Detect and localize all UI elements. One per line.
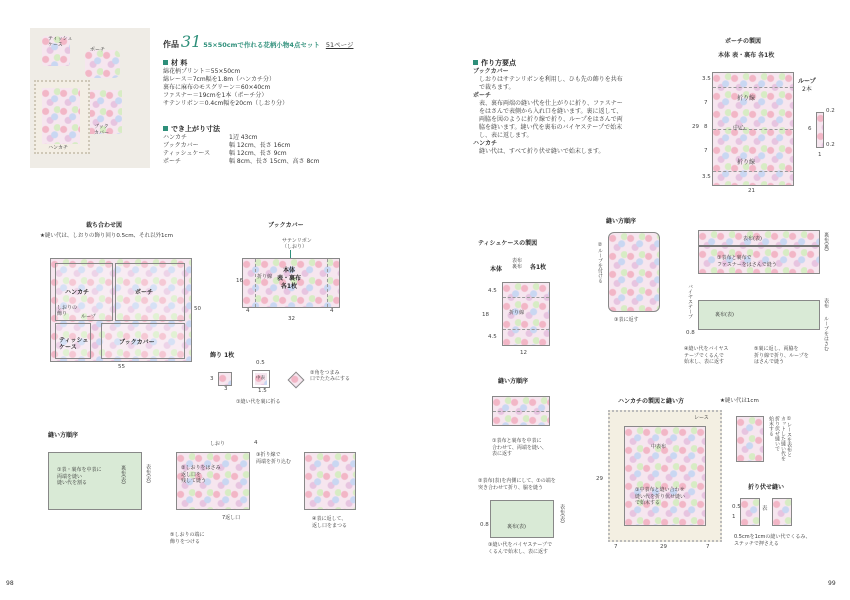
pouch-step3: ③表に返す	[614, 317, 639, 323]
dim: 0.5	[732, 504, 741, 510]
deco-step1: ①縫い代を裏に折る	[236, 399, 281, 405]
pouch-step2: ②ループを付ける	[597, 242, 603, 283]
lace-detail	[736, 416, 764, 462]
pouch-ura: 裏布(表)	[715, 312, 734, 318]
point-text: しおりはサテンリボンを利用し、ひも先の飾りを共布	[479, 76, 623, 83]
tissue-omote-omote: 表布(表)	[559, 504, 565, 523]
pouch-step4: ④縫い代をバイヤス テープでくるんで 始末し、表に返す	[684, 346, 729, 365]
pouch-sewing	[596, 212, 836, 382]
pouch-zip-panel	[698, 230, 820, 274]
deco-title: 飾り 1枚	[210, 352, 235, 359]
size-row: ブックカバー 幅 12cm、長さ 16cm	[163, 142, 291, 149]
loop-rect	[816, 112, 824, 148]
hank-center	[624, 426, 706, 526]
size-row: ポーチ 幅 8cm、長さ 15cm、高さ 8cm	[163, 158, 320, 165]
dim: 29	[660, 544, 667, 550]
dim: 4	[330, 308, 334, 314]
material-line: 裏布に麻布のモスグリーン＝60×40cm	[163, 84, 271, 91]
points-section	[473, 58, 683, 156]
cut-label-tissue: ティッシュ ケース	[59, 337, 89, 351]
book-ura-label: 裏布(表)	[120, 465, 126, 484]
pouch-omote: 表布(表)	[743, 236, 762, 242]
dim: 0.8	[686, 330, 695, 336]
pouch-sewing-title: 縫い方順序	[606, 218, 637, 225]
bookcover-title: ブックカバー	[268, 222, 304, 229]
dim: 4	[246, 308, 250, 314]
product-photo	[30, 28, 150, 168]
dim: 4.5	[488, 288, 497, 294]
pouch-pattern-title: ポーチの製図	[725, 38, 762, 45]
cutting-diagram	[38, 220, 228, 370]
hank-title: ハンカチの製図と縫い方	[618, 398, 685, 405]
book-step3-text: ③折り線で 両端を折り込む	[256, 452, 292, 465]
loop-count: 2本	[802, 86, 812, 93]
dim: 1	[732, 514, 736, 520]
work-header	[163, 32, 413, 51]
fold-line-label: 折り線	[737, 159, 756, 166]
dim: 4	[254, 440, 258, 446]
fold-note: 0.5cmを1cmの縫い代でくるみ、 ステッチで押さえる	[734, 534, 811, 547]
hank-step: ①中表布と縫い合わせ 縫い代を折り伏せ縫い で始末する	[635, 487, 686, 506]
hank-note: ★縫い代は1cm	[720, 398, 759, 404]
dim: 3.5	[702, 76, 711, 82]
dim: 29	[596, 476, 603, 482]
deco-step2: ②角をつまみ 口でたたみにする	[310, 370, 351, 382]
tissue-count: 各1枚	[530, 264, 547, 271]
photo-label-book: ブック カバー	[94, 124, 110, 136]
handkerchief-section	[596, 396, 836, 576]
pouch-bias: バイヤステープ	[687, 284, 693, 319]
book-sewing	[44, 430, 374, 560]
bookcover-decoration	[206, 350, 376, 410]
pouch-omote2: 表布	[823, 298, 829, 308]
dim: 4.5	[488, 334, 497, 340]
point-head: ブックカバー	[473, 68, 509, 75]
photo-label-tissue: ティッシュ ケース	[48, 36, 73, 48]
deco-center: 中表	[256, 376, 265, 381]
dim: 7	[704, 100, 708, 106]
pouch-body-label: 本体 表・裏布 各1枚	[718, 52, 775, 59]
pouch-lining-panel	[698, 300, 820, 330]
book-gap-label: 7返し口	[222, 515, 241, 521]
point-text: をはさんで表側から入れ口を縫います。裏に返して、	[479, 108, 623, 115]
fold-detail-1	[740, 498, 760, 526]
hank-step-lace: ①レースを表布と カットした縫い代を 折り伏せ縫いで 始末する	[768, 416, 792, 461]
material-line: サテンリボン＝0.4cm幅を20cm（しおり分）	[163, 100, 289, 107]
page-ref[interactable]: 51ページ	[325, 41, 354, 49]
tissue-ura-omote: 裏布(表)	[507, 524, 526, 530]
work-number: 31	[180, 32, 202, 51]
deco-diamond	[288, 372, 305, 389]
fabric-layout	[50, 258, 192, 362]
tissue-body-sub: 表布 裏布	[512, 258, 523, 270]
photo-pouch	[85, 50, 120, 78]
book-step2-panel	[176, 452, 250, 510]
point-head: ハンカチ	[473, 140, 498, 147]
fold-label: 表	[762, 506, 768, 512]
dim: 1.5	[258, 388, 267, 394]
fold-detail-2	[772, 498, 792, 526]
cutting-note: ★縫い代は、しおりの飾り回り0.5cm、それ以外1cm	[40, 233, 173, 239]
ribbon-mark	[290, 250, 291, 258]
book-sewing-title: 縫い方順序	[48, 432, 79, 439]
book-step1-text: ①表・裏布を中表に 両端を縫い 縫い代を割る	[57, 467, 102, 486]
page-number-left: 98	[6, 580, 14, 587]
tissue-pattern	[478, 238, 588, 368]
tissue-step3-panel	[490, 500, 554, 538]
point-text: 両脇を図のように折り線で折り、ループをはさんで両	[479, 116, 623, 123]
book-step4-panel	[304, 452, 356, 510]
point-text: し、表に返します。	[479, 132, 533, 139]
material-line: 綿レース＝7cm幅を1.8m（ハンカチ分）	[163, 76, 276, 83]
size-row: ハンカチ 1辺 43cm	[163, 134, 258, 141]
tissue-body-label: 本体	[490, 266, 503, 273]
photo-handkerchief	[34, 80, 90, 154]
tissue-step1-panel	[492, 396, 550, 426]
dim: 18	[482, 312, 489, 318]
hank-lace	[608, 410, 722, 542]
book-step2-text: ②しおりをはさみ 返し口を 残して縫う	[181, 465, 221, 484]
material-line: 綿花柄プリント＝55×50cm	[163, 68, 241, 75]
dim: 12	[520, 350, 527, 356]
dim: 32	[288, 316, 295, 322]
dim: 0.8	[480, 522, 489, 528]
tissue-step1-text: ①表布と裏布を中表に 合わせて、両端を縫い、 表に返す	[492, 438, 547, 457]
cutting-title: 裁ち合わせ図	[86, 222, 123, 229]
size-row: ティッシュケース 幅 12cm、長さ 9cm	[163, 150, 287, 157]
deco-square	[218, 372, 232, 386]
cut-label-book: ブックカバー	[119, 339, 155, 346]
hank-center-label: 中表布	[651, 444, 667, 450]
points-title: 作り方要点	[473, 58, 683, 68]
cut-label-loop: ループ	[81, 314, 96, 320]
dim: 7	[704, 148, 708, 154]
point-text: 縫い代は、すべて折り伏せ縫いで始末します。	[479, 148, 605, 155]
dim: 6	[808, 126, 812, 132]
dim: 55	[118, 364, 125, 370]
point-text: 表、裏布両端の縫い代を仕上がりに折り、ファスナー	[479, 100, 623, 107]
page-number-right: 99	[828, 580, 836, 587]
point-text: で裁ちます。	[479, 84, 515, 91]
photo-label-pouch: ポーチ	[90, 47, 106, 53]
dim: 3	[210, 376, 214, 382]
dim: 3.5	[702, 174, 711, 180]
pouch-loop-label: ループをはさむ	[823, 316, 829, 351]
tissue-sewing	[478, 376, 598, 566]
material-line: ファスナー＝19cmを1本（ポーチ分）	[163, 92, 268, 99]
book-step5-text: ⑤しおりの端に 飾りをつける	[170, 532, 205, 545]
dim: 0.5	[256, 360, 265, 366]
center-label: 中心	[733, 125, 746, 132]
fold-line-label: 折り線	[509, 310, 525, 316]
cut-label-pouch: ポーチ	[135, 289, 154, 296]
fold-line-label: 折り線	[257, 274, 273, 280]
work-subtitle: 55×50cmで作れる花柄小物4点セット	[203, 41, 320, 49]
cut-label-shiori: しおりの 飾り	[57, 305, 78, 317]
dim: 7	[706, 544, 710, 550]
dim: 0.2	[826, 108, 835, 114]
work-label: 作品	[163, 40, 179, 49]
dim: 29	[692, 124, 699, 130]
photo-label-handkerchief: ハンカチ	[48, 145, 69, 151]
dim: 16	[236, 278, 243, 284]
dim: 8	[704, 124, 708, 130]
pouch-step5: ⑤裏に返し、両脇を 折り線で折り、ループを はさんで縫う	[754, 346, 809, 365]
dim: 7	[614, 544, 618, 550]
cut-label-hank: ハンカチ	[65, 289, 90, 296]
point-text: 脇を縫います。縫い代を裏布のバイヤステープで始末	[479, 124, 623, 131]
point-head: ポーチ	[473, 92, 492, 99]
bookcover-body-label: 本体 表・裏布 各1枚	[277, 267, 302, 290]
tissue-sewing-title: 縫い方順序	[498, 378, 529, 385]
fold-sewing-title: 折り伏せ縫い	[748, 484, 785, 491]
pouch-body-rect	[712, 72, 794, 186]
bookcover-rect	[242, 258, 340, 308]
loop-title: ループ	[798, 78, 816, 85]
hank-lace-label: レース	[694, 415, 709, 421]
book-step1-panel	[48, 452, 142, 510]
dim: 50	[194, 306, 201, 312]
book-step4-text: ④表に返して、 返し口をまつる	[312, 516, 348, 529]
dim: 1	[818, 152, 822, 158]
bookcover-pattern	[236, 220, 356, 330]
tissue-title: ティシュケースの製図	[478, 240, 538, 247]
tissue-step3-text: ③縫い代をバイヤステープで くるんで始末し、表に返す	[488, 542, 553, 555]
dim: 3	[224, 386, 228, 392]
materials-section	[163, 58, 363, 108]
sizes-title: でき上がり寸法	[163, 124, 383, 134]
materials-title: 材 料	[163, 58, 363, 68]
pouch-3d	[608, 232, 660, 312]
ribbon-label: サテンリボン （しおり）	[282, 238, 312, 250]
dim: 21	[748, 188, 755, 194]
book-shiori-label: しおり	[210, 441, 226, 447]
fold-line-label: 折り線	[737, 95, 756, 102]
tissue-rect	[502, 282, 550, 346]
dim: 0.2	[826, 142, 835, 148]
tissue-step2-text: ②表布(表)を内側にして、①の端を 突き合わせて折り、脇を縫う	[478, 478, 556, 491]
sizes-section	[163, 124, 383, 166]
book-omote-label: 表布(表)	[145, 464, 151, 483]
pouch-step1: ①表布と裏布で ファスナーをはさんで縫う	[717, 255, 777, 268]
pouch-ura2: 裏布(裏)	[823, 232, 829, 251]
pouch-pattern	[690, 36, 840, 196]
